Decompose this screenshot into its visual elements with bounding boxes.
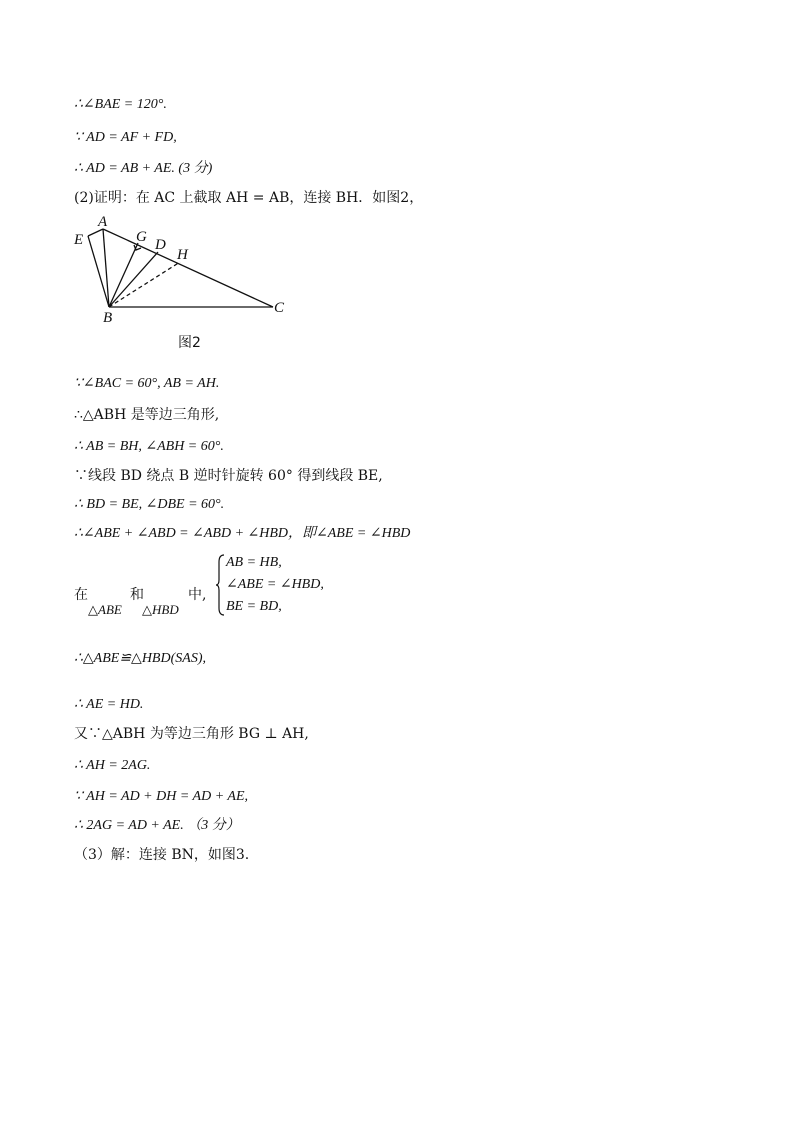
step-ad-ab-ae: ∴ AD = AB + AE. (3 分) bbox=[74, 161, 213, 176]
system-in-label: 在 bbox=[74, 587, 88, 603]
label-g: G bbox=[136, 229, 147, 245]
figure-2-caption: 图2 bbox=[178, 335, 201, 351]
label-d: D bbox=[155, 237, 166, 253]
step-conclusion: ∴ 2AG = AD + AE. （3 分） bbox=[74, 818, 240, 833]
label-b: B bbox=[103, 310, 113, 324]
step-angle-bac: ∵∠BAC = 60°, AB = AH. bbox=[74, 376, 220, 391]
system-brace bbox=[216, 554, 226, 616]
step-angle-sum: ∴∠ABE + ∠ABD = ∠ABD + ∠HBD，即∠ABE = ∠HBD bbox=[74, 526, 411, 541]
step-angle-bae: ∴∠BAE = 120°. bbox=[74, 97, 167, 112]
step-ah-2ag: ∴ AH = 2AG. bbox=[74, 758, 151, 773]
step-ad-af-fd: ∵ AD = AF + FD, bbox=[74, 130, 177, 145]
step-bg-perp: 又∵△ABH 为等边三角形 BG ⊥ AH, bbox=[74, 726, 309, 742]
system-eq-1: AB = HB, bbox=[226, 555, 282, 570]
part3-intro: （3）解：连接 BN，如图3. bbox=[74, 847, 250, 863]
step-congruent: ∴△ABE≌△HBD(SAS), bbox=[74, 651, 206, 666]
step-equilateral: ∴△ABH 是等边三角形, bbox=[74, 407, 220, 423]
figure-2-triangle bbox=[66, 214, 296, 324]
step-rotation: ∵线段 BD 绕点 B 逆时针旋转 60° 得到线段 BE, bbox=[74, 468, 383, 484]
system-eq-3: BE = BD, bbox=[226, 599, 282, 614]
system-eq-2: ∠ABE = ∠HBD, bbox=[226, 577, 324, 592]
label-e: E bbox=[74, 232, 84, 248]
system-and-label: 和 bbox=[130, 587, 144, 603]
label-h: H bbox=[177, 247, 188, 263]
label-a: A bbox=[98, 214, 108, 230]
step-ae-hd: ∴ AE = HD. bbox=[74, 697, 144, 712]
system-tri-abe: △ABE bbox=[88, 602, 122, 617]
label-c: C bbox=[274, 300, 285, 316]
part2-proof-intro: (2)证明：在 AC 上截取 AH = AB，连接 BH．如图2， bbox=[74, 190, 424, 206]
system-tri-hbd: △HBD bbox=[142, 602, 179, 617]
step-bd-be: ∴ BD = BE, ∠DBE = 60°. bbox=[74, 497, 225, 512]
step-ab-bh: ∴ AB = BH, ∠ABH = 60°. bbox=[74, 439, 224, 454]
step-ah-sum: ∵ AH = AD + DH = AD + AE, bbox=[74, 789, 248, 804]
system-mid-label: 中, bbox=[188, 587, 207, 603]
